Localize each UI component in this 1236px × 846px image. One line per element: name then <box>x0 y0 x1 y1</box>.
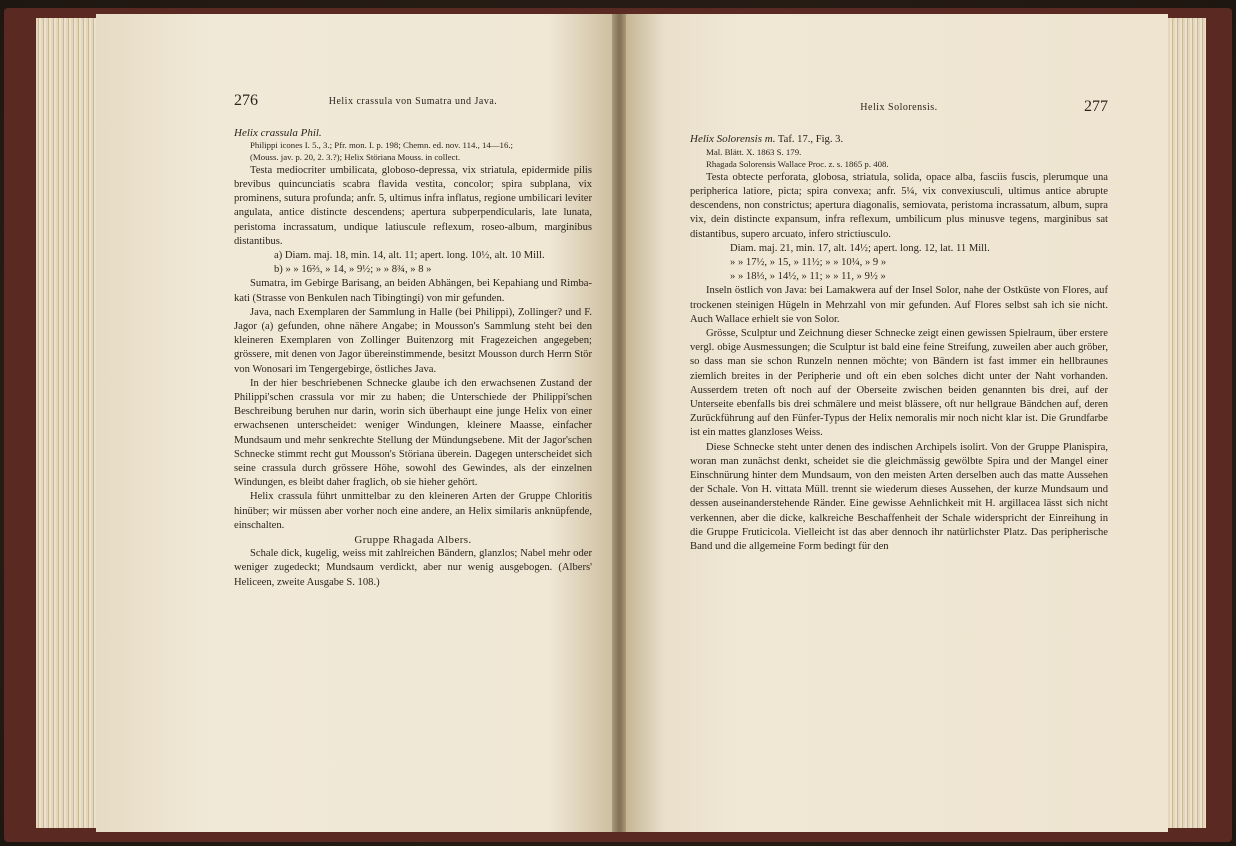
body-paragraph: Helix crassula führt unmittelbar zu den kleineren Arten der Gruppe Chloritis hinüber; wir müssen aber vorher noch eine andere, an Helix similaris anknüpfende, einschalten. <box>234 491 592 531</box>
page-number-right: 277 <box>1084 98 1108 115</box>
right-page <box>620 14 1168 832</box>
reference-line: Philippi icones I. 5., 3.; Pfr. mon. I. p. 198; Chemn. ed. nov. 114., 14—16.; <box>250 140 513 151</box>
group-description: Schale dick, kugelig, weiss mit zahlreichen Bändern, glanzlos; Nabel mehr oder weniger zugedeckt; Mundsaum verdickt, aber nur wenig ausgebogen. (Albers' Heliceen, zweite Ausgabe S. 108.) <box>234 548 592 588</box>
measurement-line: b) » » 16⅔, » 14, » 9½; » » 8¾, » 8 » <box>274 264 432 276</box>
locality-paragraph: Sumatra, im Gebirge Barisang, an beiden Abhängen, bei Kepahiang und Rimba-kati (Strasse von Benkulen nach Tibingtingi) von mir gefunden. <box>234 278 592 304</box>
locality-paragraph: Inseln östlich von Java: bei Lamakwera auf der Insel Solor, nahe der Ostküste von Flores, auf trockenen steinigen Hügeln in Mehrzahl von mir gefunden. Auf Flores selbst sah ich sie nicht. Auch Wallace erhielt sie von Solor. <box>690 285 1108 325</box>
measurement-line: Diam. maj. 21, min. 17, alt. 14½; apert. long. 12, lat. 11 Mill. <box>730 242 990 254</box>
body-paragraph: Java, nach Exemplaren der Sammlung in Halle (bei Philippi), Zollinger? und F. Jagor (a) gefunden, ohne nähere Angabe; in Mousson's Sammlung steht bei den kleineren Exemplaren von Zollinger Buitenzorg mit Fragezeichen angegeben; grössere, mit denen von Jagor übereinstimmende, besitzt Mousson durch Herrn Stör von Wonosari im Tengergebirge, östliches Java. <box>234 306 592 375</box>
latin-diagnosis: Testa obtecte perforata, globosa, striatula, solida, opace alba, fasciis fuscis, plerumque una peripherica latiore, picta; spira convexa; anfr. 5¼, vix convexiusculi, ultimus antice abrupte descendens, non constrictus; apertura diagonalis, semiovata, peristoma incrassatum, album, supra vix, dein distincte expansum, infra reflexum, umbilicum plus minusve tegens, marginibus sat distantibus, supero arcuato, infero strictiusculo. <box>690 171 1108 240</box>
measurement-line: » » 17½, » 15, » 11½; » » 10¼, » 9 » <box>730 257 887 269</box>
species-heading: Helix crassula Phil. <box>234 127 322 139</box>
text-column-right <box>690 132 1108 554</box>
text-column-left <box>234 126 592 590</box>
reference-line: Rhagada Solorensis Wallace Proc. z. s. 1865 p. 408. <box>706 159 889 169</box>
body-paragraph: In der hier beschriebenen Schnecke glaube ich den erwachsenen Zustand der Philippi'schen crassula vor mir zu haben; die Unterschiede der Philippi'schen Beschreibung beruhen nur darin, worin sich überhaupt eine junge Helix von einer erwachsenen unterscheidet: weniger Windungen, kleinere Maasse, einfacher Mundsaum und mehr senkrechte Stellung der Mündungsebene. Mit der Jagor'schen Schnecke stimmt recht gut Mousson's Störiana überein. Dagegen unterscheidet sich seine crassula durch grössere Höhe, sowohl des Gewindes, als der einzelnen Windungen, es bleibt daher fraglich, ob sie hieher gehört. <box>234 377 592 489</box>
species-heading-line <box>690 132 1108 147</box>
measurement-line: a) Diam. maj. 18, min. 14, alt. 11; apert. long. 10½, alt. 10 Mill. <box>274 250 545 262</box>
running-title-right: Helix Solorensis. <box>860 102 938 113</box>
plate-reference: Taf. 17., Fig. 3. <box>777 134 844 145</box>
page-number-left: 276 <box>234 92 258 109</box>
latin-diagnosis: Testa mediocriter umbilicata, globoso-depressa, vix striatula, epidermide pilis brevibus quincunciatis scabra flavida vestita, concolor; spira subplana, vix prominens, sutura profunda; anfr. 5, ultimus infra inflatus, regione umbilicari leviter angulata, antice distincte descendens; apertura subperpendicularis, late lunata, peristoma incrassatum, undique latiuscule reflexum, roseo-album, marginibus distantibus. <box>234 164 592 247</box>
running-title-left: Helix crassula von Sumatra und Java. <box>328 96 498 107</box>
running-header-right <box>690 98 1108 124</box>
group-heading: Gruppe Rhagada Albers. <box>354 534 472 547</box>
measurement-line: » » 18⅓, » 14½, » 11; » » 11, » 9½ » <box>730 271 886 283</box>
body-paragraph: Grösse, Sculptur und Zeichnung dieser Schnecke zeigt einen gewissen Spielraum, über erstere vergl. obige Ausmessungen; die Sculptur ist bald eine feine Streifung, zuweilen aber auch gröber, so dass man sie schon Runzeln nennen möchte; von Bändern ist fast immer ein hellbraunes ziemlich breites in der Peripherie und oft ein eben solches dicht unter der Naht vorhanden. Ausserdem treten oft noch auf der Oberseite zwischen beiden genannten bis drei, auf der Unterseite ebenfalls bis drei schmälere und meist blässere, oft nur hellgraue Bändchen auf, deren Zurückführung auf den Fünfer-Typus der Helix nemoralis mir noch nicht klar ist. Die Grundfarbe ist ein mattes glanzloses Weiss. <box>690 328 1108 439</box>
species-heading: Helix Solorensis m. <box>690 133 776 145</box>
left-page <box>96 14 622 832</box>
reference-line: Mal. Blätt. X. 1863 S. 179. <box>706 147 802 158</box>
running-header-left <box>234 92 592 118</box>
book-gutter <box>612 14 626 832</box>
reference-line: (Mouss. jav. p. 20, 2. 3.?); Helix Störiana Mouss. in collect. <box>250 152 461 162</box>
body-paragraph: Diese Schnecke steht unter denen des indischen Archipels isolirt. Von der Gruppe Planispira, woran man zunächst denkt, scheidet sie die gleichmässig gewölbte Spira und der Mangel einer Einschnürung hinter dem Mundsaum, von den meisten Arten derselben auch das matte Aussehen der Schale. Von H. vittata Müll. trennt sie wiederum dieses Aussehen, der kurze Mundsaum und dessen auseinanderstehende Ränder. Eine gewisse Aehnlichkeit mit H. argillacea lässt sich nicht verkennen, aber die dicke, kalkreiche Beschaffenheit der Schale widerspricht der Einreihung in die Gruppe Fruticicola. Vielleicht ist das aber dennoch ihr natürlichster Platz. Das peripherische Band und die allgemeine Form bedingt für den <box>690 441 1108 553</box>
